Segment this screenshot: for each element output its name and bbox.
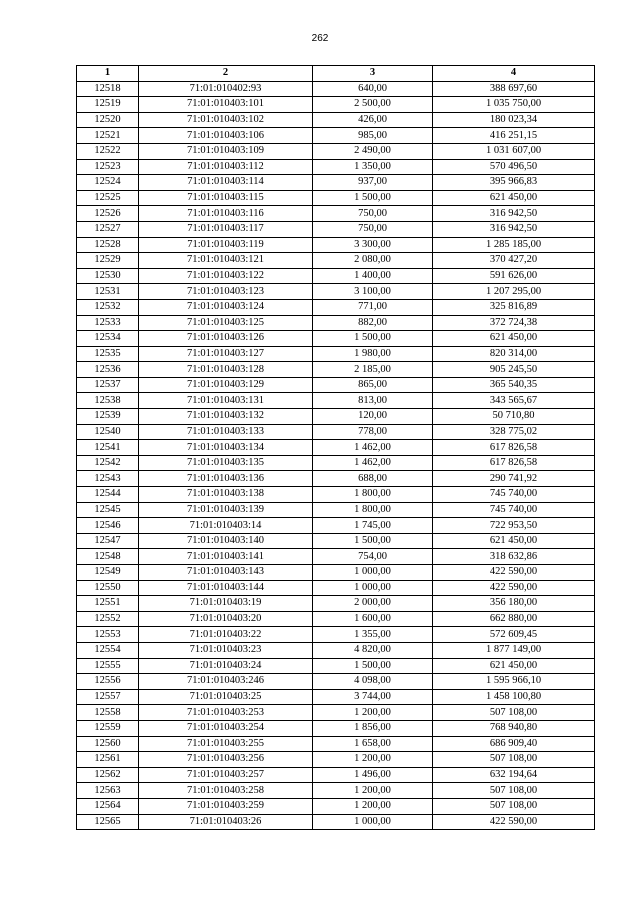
row-number-cell: 12555 xyxy=(77,658,139,674)
value-cell: 422 590,00 xyxy=(433,565,595,581)
row-number-cell: 12557 xyxy=(77,689,139,705)
row-number-cell: 12537 xyxy=(77,377,139,393)
value-cell: 180 023,34 xyxy=(433,112,595,128)
row-number-cell: 12543 xyxy=(77,471,139,487)
area-cell: 1 200,00 xyxy=(313,783,433,799)
area-cell: 771,00 xyxy=(313,299,433,315)
row-number-cell: 12546 xyxy=(77,518,139,534)
row-number-cell: 12523 xyxy=(77,159,139,175)
value-cell: 591 626,00 xyxy=(433,268,595,284)
row-number-cell: 12524 xyxy=(77,175,139,191)
table-row xyxy=(77,674,595,690)
row-number-cell: 12564 xyxy=(77,798,139,814)
value-cell: 422 590,00 xyxy=(433,580,595,596)
value-cell: 617 826,58 xyxy=(433,440,595,456)
area-cell: 1 496,00 xyxy=(313,767,433,783)
cadastral-number-cell: 71:01:010403:129 xyxy=(139,377,313,393)
row-number-cell: 12556 xyxy=(77,674,139,690)
value-cell: 290 741,92 xyxy=(433,471,595,487)
area-cell: 2 500,00 xyxy=(313,97,433,113)
value-cell: 820 314,00 xyxy=(433,346,595,362)
value-cell: 1 207 295,00 xyxy=(433,284,595,300)
area-cell: 1 462,00 xyxy=(313,455,433,471)
row-number-cell: 12533 xyxy=(77,315,139,331)
row-number-cell: 12563 xyxy=(77,783,139,799)
cadastral-number-cell: 71:01:010403:101 xyxy=(139,97,313,113)
area-cell: 754,00 xyxy=(313,549,433,565)
column-header-3: 3 xyxy=(313,66,433,82)
area-cell: 1 200,00 xyxy=(313,705,433,721)
table-row xyxy=(77,81,595,97)
value-cell: 621 450,00 xyxy=(433,658,595,674)
value-cell: 50 710,80 xyxy=(433,409,595,425)
table-row xyxy=(77,752,595,768)
area-cell: 1 462,00 xyxy=(313,440,433,456)
area-cell: 1 000,00 xyxy=(313,565,433,581)
area-cell: 1 980,00 xyxy=(313,346,433,362)
value-cell: 621 450,00 xyxy=(433,331,595,347)
cadastral-number-cell: 71:01:010403:19 xyxy=(139,596,313,612)
cadastral-number-cell: 71:01:010403:134 xyxy=(139,440,313,456)
cadastral-number-cell: 71:01:010403:116 xyxy=(139,206,313,222)
value-cell: 507 108,00 xyxy=(433,705,595,721)
cadastral-number-cell: 71:01:010403:258 xyxy=(139,783,313,799)
cadastral-number-cell: 71:01:010403:23 xyxy=(139,642,313,658)
value-cell: 572 609,45 xyxy=(433,627,595,643)
table-row xyxy=(77,736,595,752)
area-cell: 1 000,00 xyxy=(313,814,433,830)
value-cell: 343 565,67 xyxy=(433,393,595,409)
cadastral-number-cell: 71:01:010403:119 xyxy=(139,237,313,253)
area-cell: 3 100,00 xyxy=(313,284,433,300)
area-cell: 3 744,00 xyxy=(313,689,433,705)
cadastral-number-cell: 71:01:010403:140 xyxy=(139,533,313,549)
cadastral-number-cell: 71:01:010403:25 xyxy=(139,689,313,705)
area-cell: 750,00 xyxy=(313,206,433,222)
table-row xyxy=(77,346,595,362)
row-number-cell: 12561 xyxy=(77,752,139,768)
value-cell: 621 450,00 xyxy=(433,533,595,549)
cadastral-number-cell: 71:01:010403:115 xyxy=(139,190,313,206)
cadastral-number-cell: 71:01:010403:26 xyxy=(139,814,313,830)
value-cell: 745 740,00 xyxy=(433,502,595,518)
row-number-cell: 12565 xyxy=(77,814,139,830)
value-cell: 1 031 607,00 xyxy=(433,143,595,159)
row-number-cell: 12558 xyxy=(77,705,139,721)
table-row xyxy=(77,689,595,705)
cadastral-number-cell: 71:01:010403:109 xyxy=(139,143,313,159)
row-number-cell: 12540 xyxy=(77,424,139,440)
value-cell: 745 740,00 xyxy=(433,487,595,503)
area-cell: 937,00 xyxy=(313,175,433,191)
table-row xyxy=(77,440,595,456)
area-cell: 1 500,00 xyxy=(313,658,433,674)
cadastral-number-cell: 71:01:010403:127 xyxy=(139,346,313,362)
table-row xyxy=(77,502,595,518)
page-number: 262 xyxy=(311,33,329,44)
cadastral-number-cell: 71:01:010403:253 xyxy=(139,705,313,721)
table-row xyxy=(77,798,595,814)
area-cell: 1 856,00 xyxy=(313,720,433,736)
area-cell: 640,00 xyxy=(313,81,433,97)
value-cell: 722 953,50 xyxy=(433,518,595,534)
value-cell: 621 450,00 xyxy=(433,190,595,206)
cadastral-number-cell: 71:01:010402:93 xyxy=(139,81,313,97)
table-row xyxy=(77,658,595,674)
row-number-cell: 12519 xyxy=(77,97,139,113)
row-number-cell: 12527 xyxy=(77,221,139,237)
value-cell: 395 966,83 xyxy=(433,175,595,191)
value-cell: 1 285 185,00 xyxy=(433,237,595,253)
cadastral-number-cell: 71:01:010403:114 xyxy=(139,175,313,191)
area-cell: 3 300,00 xyxy=(313,237,433,253)
value-cell: 370 427,20 xyxy=(433,253,595,269)
area-cell: 1 658,00 xyxy=(313,736,433,752)
row-number-cell: 12538 xyxy=(77,393,139,409)
value-cell: 507 108,00 xyxy=(433,752,595,768)
row-number-cell: 12520 xyxy=(77,112,139,128)
area-cell: 1 200,00 xyxy=(313,752,433,768)
row-number-cell: 12554 xyxy=(77,642,139,658)
table-row xyxy=(77,237,595,253)
cadastral-number-cell: 71:01:010403:126 xyxy=(139,331,313,347)
table-row xyxy=(77,175,595,191)
row-number-cell: 12539 xyxy=(77,409,139,425)
cadastral-number-cell: 71:01:010403:132 xyxy=(139,409,313,425)
table-row xyxy=(77,190,595,206)
cadastral-number-cell: 71:01:010403:22 xyxy=(139,627,313,643)
cadastral-number-cell: 71:01:010403:259 xyxy=(139,798,313,814)
area-cell: 882,00 xyxy=(313,315,433,331)
cadastral-number-cell: 71:01:010403:123 xyxy=(139,284,313,300)
area-cell: 426,00 xyxy=(313,112,433,128)
value-cell: 768 940,80 xyxy=(433,720,595,736)
row-number-cell: 12541 xyxy=(77,440,139,456)
value-cell: 1 035 750,00 xyxy=(433,97,595,113)
area-cell: 120,00 xyxy=(313,409,433,425)
row-number-cell: 12560 xyxy=(77,736,139,752)
value-cell: 422 590,00 xyxy=(433,814,595,830)
row-number-cell: 12542 xyxy=(77,455,139,471)
cadastral-number-cell: 71:01:010403:24 xyxy=(139,658,313,674)
table-row xyxy=(77,159,595,175)
row-number-cell: 12521 xyxy=(77,128,139,144)
table-row xyxy=(77,268,595,284)
area-cell: 813,00 xyxy=(313,393,433,409)
table-row xyxy=(77,487,595,503)
row-number-cell: 12525 xyxy=(77,190,139,206)
cadastral-number-cell: 71:01:010403:117 xyxy=(139,221,313,237)
value-cell: 316 942,50 xyxy=(433,221,595,237)
table-row xyxy=(77,221,595,237)
table-row xyxy=(77,315,595,331)
cadastral-number-cell: 71:01:010403:246 xyxy=(139,674,313,690)
table-row xyxy=(77,409,595,425)
table-row xyxy=(77,377,595,393)
area-cell: 750,00 xyxy=(313,221,433,237)
row-number-cell: 12552 xyxy=(77,611,139,627)
area-cell: 1 500,00 xyxy=(313,331,433,347)
value-cell: 372 724,38 xyxy=(433,315,595,331)
row-number-cell: 12547 xyxy=(77,533,139,549)
area-cell: 1 745,00 xyxy=(313,518,433,534)
value-cell: 318 632,86 xyxy=(433,549,595,565)
table-row xyxy=(77,471,595,487)
table-row xyxy=(77,767,595,783)
column-header-4: 4 xyxy=(433,66,595,82)
row-number-cell: 12518 xyxy=(77,81,139,97)
table-row xyxy=(77,783,595,799)
area-cell: 1 350,00 xyxy=(313,159,433,175)
table-row xyxy=(77,331,595,347)
cadastral-number-cell: 71:01:010403:138 xyxy=(139,487,313,503)
cadastral-number-cell: 71:01:010403:128 xyxy=(139,362,313,378)
area-cell: 688,00 xyxy=(313,471,433,487)
area-cell: 1 600,00 xyxy=(313,611,433,627)
table-row xyxy=(77,596,595,612)
area-cell: 2 490,00 xyxy=(313,143,433,159)
row-number-cell: 12544 xyxy=(77,487,139,503)
area-cell: 1 400,00 xyxy=(313,268,433,284)
cadastral-number-cell: 71:01:010403:131 xyxy=(139,393,313,409)
table-row xyxy=(77,362,595,378)
table-row xyxy=(77,518,595,534)
row-number-cell: 12553 xyxy=(77,627,139,643)
table-row xyxy=(77,611,595,627)
cadastral-number-cell: 71:01:010403:125 xyxy=(139,315,313,331)
cadastral-number-cell: 71:01:010403:14 xyxy=(139,518,313,534)
row-number-cell: 12531 xyxy=(77,284,139,300)
row-number-cell: 12536 xyxy=(77,362,139,378)
area-cell: 778,00 xyxy=(313,424,433,440)
row-number-cell: 12535 xyxy=(77,346,139,362)
table-row xyxy=(77,206,595,222)
area-cell: 1 500,00 xyxy=(313,190,433,206)
area-cell: 2 080,00 xyxy=(313,253,433,269)
cadastral-number-cell: 71:01:010403:256 xyxy=(139,752,313,768)
cadastral-number-cell: 71:01:010403:257 xyxy=(139,767,313,783)
area-cell: 4 820,00 xyxy=(313,642,433,658)
cadastral-number-cell: 71:01:010403:133 xyxy=(139,424,313,440)
row-number-cell: 12551 xyxy=(77,596,139,612)
row-number-cell: 12528 xyxy=(77,237,139,253)
value-cell: 570 496,50 xyxy=(433,159,595,175)
value-cell: 1 595 966,10 xyxy=(433,674,595,690)
row-number-cell: 12550 xyxy=(77,580,139,596)
table-body xyxy=(77,81,595,830)
table-header-row xyxy=(77,66,595,82)
table-row xyxy=(77,97,595,113)
value-cell: 1 877 149,00 xyxy=(433,642,595,658)
row-number-cell: 12522 xyxy=(77,143,139,159)
value-cell: 632 194,64 xyxy=(433,767,595,783)
cadastral-number-cell: 71:01:010403:121 xyxy=(139,253,313,269)
row-number-cell: 12529 xyxy=(77,253,139,269)
area-cell: 1 355,00 xyxy=(313,627,433,643)
row-number-cell: 12534 xyxy=(77,331,139,347)
value-cell: 686 909,40 xyxy=(433,736,595,752)
row-number-cell: 12562 xyxy=(77,767,139,783)
row-number-cell: 12530 xyxy=(77,268,139,284)
column-header-1: 1 xyxy=(77,66,139,82)
value-cell: 507 108,00 xyxy=(433,783,595,799)
cadastral-number-cell: 71:01:010403:139 xyxy=(139,502,313,518)
cadastral-number-cell: 71:01:010403:144 xyxy=(139,580,313,596)
table-row xyxy=(77,424,595,440)
value-cell: 388 697,60 xyxy=(433,81,595,97)
cadastral-number-cell: 71:01:010403:141 xyxy=(139,549,313,565)
row-number-cell: 12532 xyxy=(77,299,139,315)
area-cell: 1 800,00 xyxy=(313,502,433,518)
cadastral-number-cell: 71:01:010403:135 xyxy=(139,455,313,471)
table-row xyxy=(77,393,595,409)
value-cell: 416 251,15 xyxy=(433,128,595,144)
value-cell: 316 942,50 xyxy=(433,206,595,222)
value-cell: 356 180,00 xyxy=(433,596,595,612)
table-row xyxy=(77,580,595,596)
table-row xyxy=(77,814,595,830)
table-row xyxy=(77,533,595,549)
row-number-cell: 12526 xyxy=(77,206,139,222)
value-cell: 328 775,02 xyxy=(433,424,595,440)
registry-table xyxy=(76,65,595,830)
table-row xyxy=(77,143,595,159)
row-number-cell: 12559 xyxy=(77,720,139,736)
cadastral-number-cell: 71:01:010403:124 xyxy=(139,299,313,315)
cadastral-number-cell: 71:01:010403:136 xyxy=(139,471,313,487)
area-cell: 1 800,00 xyxy=(313,487,433,503)
table-row xyxy=(77,720,595,736)
table-row xyxy=(77,549,595,565)
value-cell: 662 880,00 xyxy=(433,611,595,627)
area-cell: 1 500,00 xyxy=(313,533,433,549)
cadastral-number-cell: 71:01:010403:254 xyxy=(139,720,313,736)
table-row xyxy=(77,299,595,315)
table-row xyxy=(77,455,595,471)
cadastral-number-cell: 71:01:010403:255 xyxy=(139,736,313,752)
row-number-cell: 12548 xyxy=(77,549,139,565)
cadastral-number-cell: 71:01:010403:106 xyxy=(139,128,313,144)
table-row xyxy=(77,627,595,643)
cadastral-number-cell: 71:01:010403:102 xyxy=(139,112,313,128)
table-row xyxy=(77,253,595,269)
value-cell: 617 826,58 xyxy=(433,455,595,471)
cadastral-number-cell: 71:01:010403:20 xyxy=(139,611,313,627)
row-number-cell: 12545 xyxy=(77,502,139,518)
value-cell: 1 458 100,80 xyxy=(433,689,595,705)
table-row xyxy=(77,642,595,658)
cadastral-number-cell: 71:01:010403:143 xyxy=(139,565,313,581)
area-cell: 985,00 xyxy=(313,128,433,144)
cadastral-number-cell: 71:01:010403:122 xyxy=(139,268,313,284)
table-row xyxy=(77,128,595,144)
column-header-2: 2 xyxy=(139,66,313,82)
cadastral-number-cell: 71:01:010403:112 xyxy=(139,159,313,175)
value-cell: 325 816,89 xyxy=(433,299,595,315)
table-row xyxy=(77,284,595,300)
table-row xyxy=(77,705,595,721)
row-number-cell: 12549 xyxy=(77,565,139,581)
value-cell: 365 540,35 xyxy=(433,377,595,393)
table-row xyxy=(77,565,595,581)
area-cell: 865,00 xyxy=(313,377,433,393)
value-cell: 507 108,00 xyxy=(433,798,595,814)
area-cell: 1 200,00 xyxy=(313,798,433,814)
area-cell: 2 185,00 xyxy=(313,362,433,378)
table-row xyxy=(77,112,595,128)
area-cell: 4 098,00 xyxy=(313,674,433,690)
area-cell: 1 000,00 xyxy=(313,580,433,596)
area-cell: 2 000,00 xyxy=(313,596,433,612)
value-cell: 905 245,50 xyxy=(433,362,595,378)
